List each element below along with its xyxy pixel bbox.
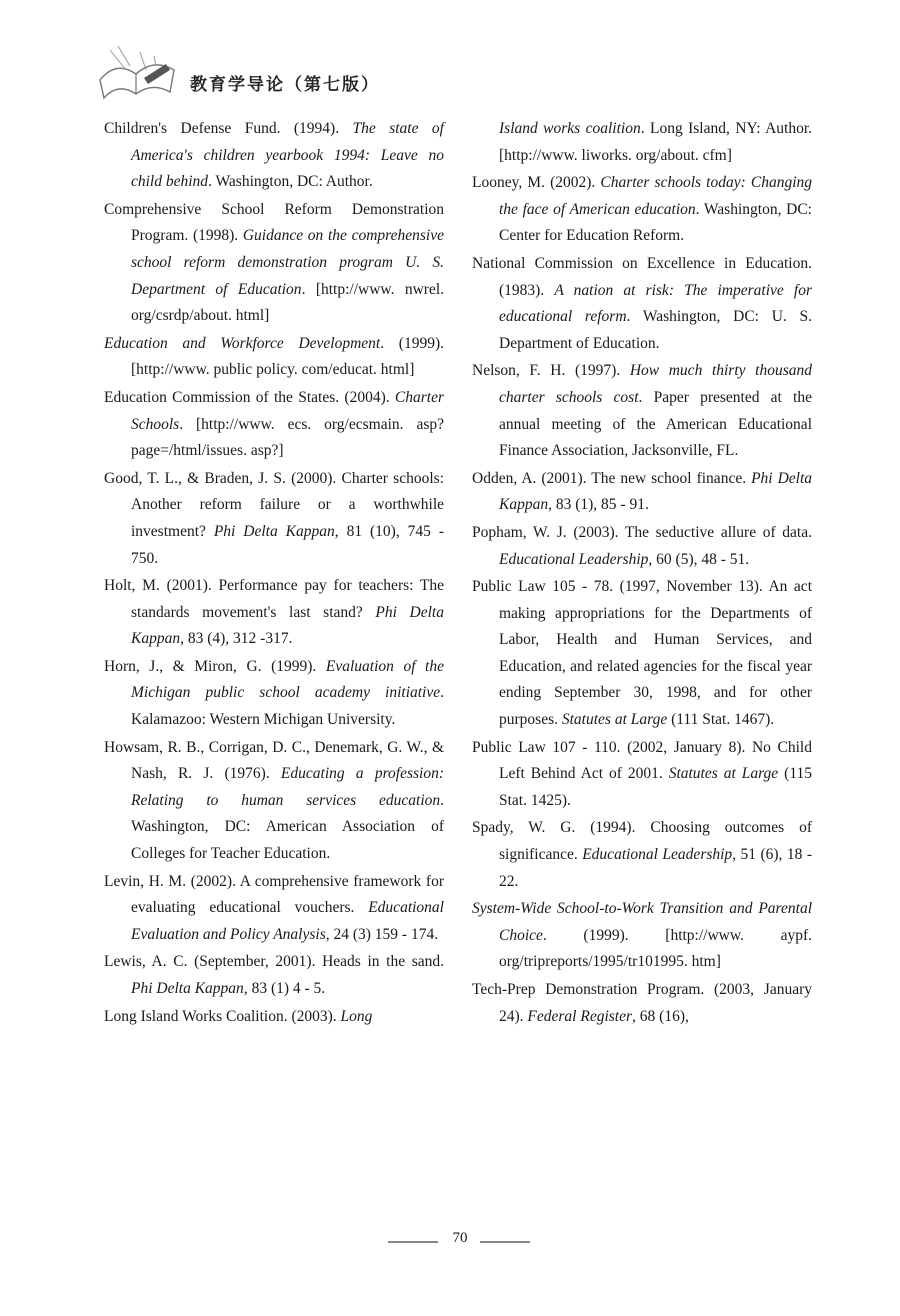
reference-entry: Public Law 107 - 110. (2002, January 8). No Child Left Behind Act of 2001. Statutes at Large (115 Stat. 1425).	[472, 738, 812, 809]
reference-entry: Popham, W. J. (2003). The seductive allure of data. Educational Leadership, 60 (5), 48 - 51.	[472, 523, 812, 568]
reference-entry: Horn, J., & Miron, G. (1999). Evaluation of the Michigan public school academy initiative. Kalamazoo: Western Michigan University.	[104, 657, 444, 729]
references-right-column	[472, 116, 812, 1031]
reference-entry: National Commission on Excellence in Education. (1983). A nation at risk: The imperative for educational reform. Washington, DC: U. S. Department of Education.	[472, 254, 812, 352]
running-header-title: 教育学导论（第七版）	[190, 75, 380, 95]
reference-entry: Public Law 105 - 78. (1997, November 13). An act making appropriations for the Departments of Labor, Health and Human Services, and Education, and related agencies for the fiscal year ending September 30, 1998, and for other purposes. Statutes at Large (111 Stat. 1467).	[472, 578, 812, 729]
reference-entry: System-Wide School-to-Work Transition and Parental Choice. (1999). [http://www. aypf. org/tripreports/1995/tr101995. htm]	[472, 900, 812, 971]
reference-entry: Odden, A. (2001). The new school finance. Phi Delta Kappan, 83 (1), 85 - 91.	[472, 469, 813, 514]
page-footer	[0, 1226, 900, 1256]
footer-rule-left	[388, 1241, 438, 1243]
reference-entry: Spady, W. G. (1994). Choosing outcomes of significance. Educational Leadership, 51 (6), 18 - 22.	[472, 819, 812, 890]
reference-entry: Comprehensive School Reform Demonstration Program. (1998). Guidance on the comprehensive school reform demonstration program U. S. Department of Education. [http://www. nwrel. org/csrdp/about. html]	[104, 200, 444, 325]
reference-entry: Holt, M. (2001). Performance pay for teachers: The standards movement's last stand? Phi Delta Kappan, 83 (4), 312 -317.	[104, 577, 444, 648]
reference-entry: Education Commission of the States. (2004). Charter Schools. [http://www. ecs. org/ecsmain. asp? page=/html/issues. asp?]	[104, 388, 444, 460]
open-book-icon	[96, 40, 178, 102]
reference-entry: Levin, H. M. (2002). A comprehensive framework for evaluating educational vouchers. Educational Evaluation and Policy Analysis, 24 (3) 159 - 174.	[104, 872, 444, 943]
reference-entry: Tech-Prep Demonstration Program. (2003, January 24). Federal Register, 68 (16),	[472, 981, 812, 1025]
page-number: 70	[452, 1230, 468, 1246]
reference-entry: Howsam, R. B., Corrigan, D. C., Denemark, G. W., & Nash, R. J. (1976). Educating a profession: Relating to human services education. Washington, DC: American Association of Colleges for Teacher Education.	[104, 738, 444, 863]
footer-rule-right	[480, 1241, 530, 1243]
reference-entry: Good, T. L., & Braden, J. S. (2000). Charter schools: Another reform failure or a worthwhile investment? Phi Delta Kappan, 81 (10), 745 - 750.	[104, 469, 444, 567]
references-left-column	[104, 116, 444, 1031]
page-header	[0, 0, 900, 112]
reference-entry: Long Island Works Coalition. (2003). Long	[104, 1007, 373, 1025]
reference-entry-continued: Island works coalition. Long Island, NY: Author. [http://www. liworks. org/about. cfm]	[499, 120, 813, 164]
reference-entry: Looney, M. (2002). Charter schools today: Changing the face of American education. Washington, DC: Center for Education Reform.	[472, 174, 812, 245]
reference-entry: Nelson, F. H. (1997). How much thirty thousand charter schools cost. Paper presented at the annual meeting of the American Educational Finance Association, Jacksonville, FL.	[472, 362, 812, 460]
reference-entry: Children's Defense Fund. (1994). The state of America's children yearbook 1994: Leave no child behind. Washington, DC: Author.	[104, 120, 444, 191]
reference-entry: Lewis, A. C. (September, 2001). Heads in the sand. Phi Delta Kappan, 83 (1) 4 - 5.	[104, 953, 444, 997]
reference-entry: Education and Workforce Development. (1999). [http://www. public policy. com/educat. html]	[104, 334, 444, 379]
